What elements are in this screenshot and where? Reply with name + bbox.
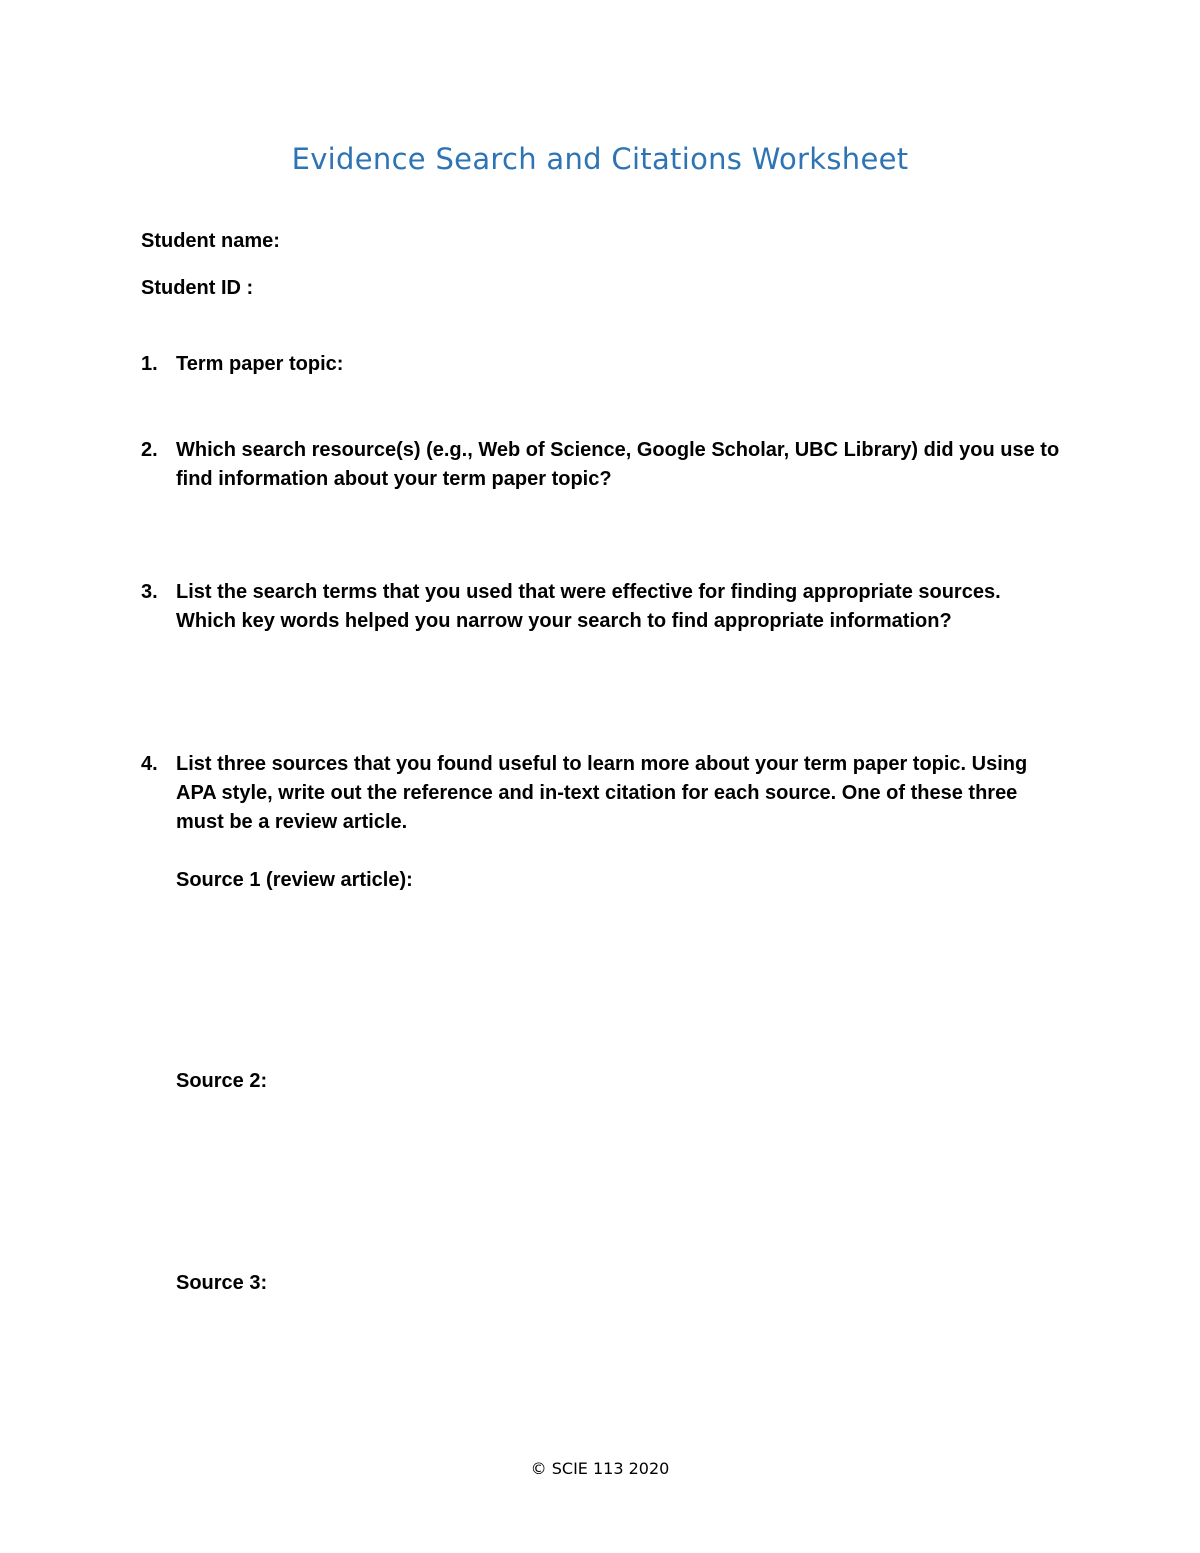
question-number: 4.: [141, 753, 158, 775]
question-text: List three sources that you found useful to learn more about your term paper topic. Using APA style, write out the reference and in-text citation for each source. One of these three must be a review article.: [176, 753, 1028, 833]
student-name-label: Student name:: [141, 230, 280, 252]
question-4: [141, 750, 1061, 837]
question-3: [141, 578, 1061, 636]
source-3-label: Source 3:: [176, 1272, 268, 1294]
page-title: Evidence Search and Citations Worksheet: [291, 142, 909, 176]
student-id-label: Student ID :: [141, 277, 254, 299]
question-number: 1.: [141, 353, 158, 375]
question-number: 3.: [141, 581, 158, 603]
question-text: Term paper topic:: [176, 353, 344, 375]
question-text: List the search terms that you used that were effective for finding appropriate sources. Which key words helped you narrow your search to find appropriate information?: [176, 581, 1001, 632]
source-2-label: Source 2:: [176, 1070, 268, 1092]
question-2: [141, 436, 1061, 494]
question-text: Which search resource(s) (e.g., Web of Science, Google Scholar, UBC Library) did you use to find information about your term paper topic?: [176, 439, 1060, 490]
source-1-label: Source 1 (review article):: [176, 869, 413, 891]
question-1: [141, 350, 1061, 379]
question-number: 2.: [141, 439, 158, 461]
footer-copyright: © SCIE 113 2020: [530, 1459, 670, 1478]
